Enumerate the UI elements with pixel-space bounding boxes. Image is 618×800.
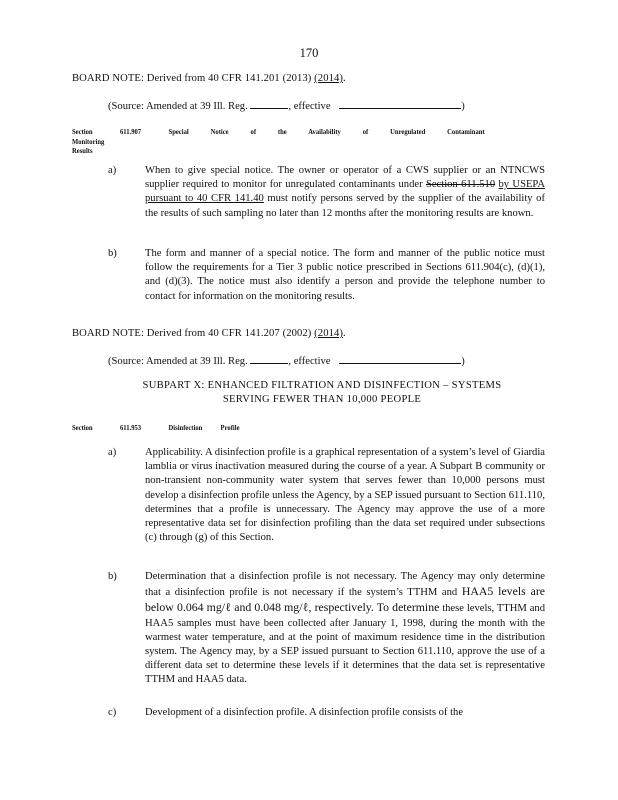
- item-b-text-1: Determination that a disinfection profile is not necessary. The Agency may only determine that a disinfection profile is not necessary if the system’s TTHM and: [145, 571, 545, 599]
- reg-blank-2: [250, 353, 288, 364]
- section-title-cont: Results: [72, 147, 93, 155]
- board-note-1-text: BOARD NOTE: Derived from 40 CFR 141.201 (2013): [72, 73, 315, 84]
- source-1-prefix: (Source: Amended at 39 Ill. Reg.: [108, 101, 248, 112]
- section-611-953-heading: [72, 424, 504, 434]
- subpart-line-2: SERVING FEWER THAN 10,000 PEOPLE: [222, 394, 422, 406]
- item-text: The form and manner of a special notice. The form and manner of the public notice must follow the requirements for a Tier 3 public notice prescribed in Sections 611.904(c), (d)(1), and (d)(3). The notice must also identify a person and provide the telephone number to contact for information on the monitoring results.: [145, 248, 545, 302]
- section-number: 611.907: [119, 128, 142, 136]
- board-note-2-inserted: (2014): [314, 328, 344, 339]
- subpart-line-1: SUBPART X: ENHANCED FILTRATION AND DISINFECTION – SYSTEMS: [142, 380, 502, 391]
- item-label: b): [108, 248, 117, 259]
- item-text: Applicability. A disinfection profile is a graphical representation of a system’s level of Giardia lamblia or virus inactivation measured during the course of a year. A Subpart B community or non-transient non-community water system that serves fewer than 10,000 persons must develop a disinfection profile unless the Agency, by a SEP issued pursuant to Section 611.110, determines that a profile is unnecessary. The Agency may approve the use of a more representative data set for disinfection profiling than the data set required under subsections (c) through (g) of this Section.: [145, 447, 545, 544]
- item-text: Development of a disinfection profile. A disinfection profile consists of the: [145, 707, 464, 718]
- section-word: Section: [72, 424, 93, 432]
- board-note-2-text: BOARD NOTE: Derived from 40 CFR 141.207 (2002): [72, 328, 315, 339]
- section-number: 611.953: [119, 424, 142, 432]
- item-label: a): [108, 165, 117, 176]
- source-1-end: ): [461, 101, 465, 112]
- item-label: a): [108, 447, 117, 458]
- struck-text: Section 611.510: [425, 179, 496, 191]
- effective-blank-1: [339, 98, 461, 109]
- effective-blank-2: [339, 353, 461, 364]
- item-text: [145, 570, 545, 688]
- page-number: 170: [299, 46, 319, 60]
- board-note-1-suffix: .: [343, 73, 346, 84]
- board-note-1: [72, 72, 572, 86]
- item-text: [145, 164, 545, 221]
- reg-blank-1: [250, 98, 288, 109]
- source-2-mid: , effective: [288, 356, 331, 367]
- source-2-prefix: (Source: Amended at 39 Ill. Reg.: [108, 356, 248, 367]
- subpart-x-heading: [112, 379, 532, 407]
- source-2-end: ): [461, 356, 465, 367]
- source-line-2: [108, 353, 568, 369]
- source-1-mid: , effective: [288, 101, 331, 112]
- section-word: Section: [72, 128, 93, 136]
- item-b-text-large: HAA5 levels are below 0.064 mg/ℓ and 0.048 mg/ℓ, respectively. To determine: [145, 584, 545, 615]
- section-title: Special Notice of the Availability of Unregulated Contaminant Monitoring: [72, 128, 485, 146]
- board-note-2-suffix: .: [343, 328, 346, 339]
- source-line-1: [108, 98, 568, 114]
- item-label: b): [108, 571, 117, 582]
- board-note-1-inserted: (2014): [314, 73, 344, 84]
- item-a-text-2: must notify persons served by the supplier of the availability of the results of such sampling no later than 12 months after the monitoring results are known.: [145, 193, 545, 219]
- board-note-2: [72, 327, 572, 341]
- section-611-907-heading: [72, 128, 504, 157]
- item-a-text-1: When to give special notice. The owner or operator of a CWS supplier or an NTNCWS supplier required to monitor for unregulated contaminants under: [145, 165, 545, 191]
- section-title: Disinfection Profile: [168, 424, 240, 432]
- item-b-text-2: these levels, TTHM and HAA5 samples must have been collected after January 1, 1998, during the month with the warmest water temperature, and at the point of maximum residence time in the distribution system. The Agency may, by a SEP issued pursuant to Section 611.110, approve the use of a different data set to determine these levels if it determines that the data set is representative TTHM and HAA5 data.: [145, 603, 545, 686]
- item-label: c): [108, 707, 117, 718]
- inserted-text: by USEPA pursuant to 40 CFR 141.40: [145, 179, 546, 205]
